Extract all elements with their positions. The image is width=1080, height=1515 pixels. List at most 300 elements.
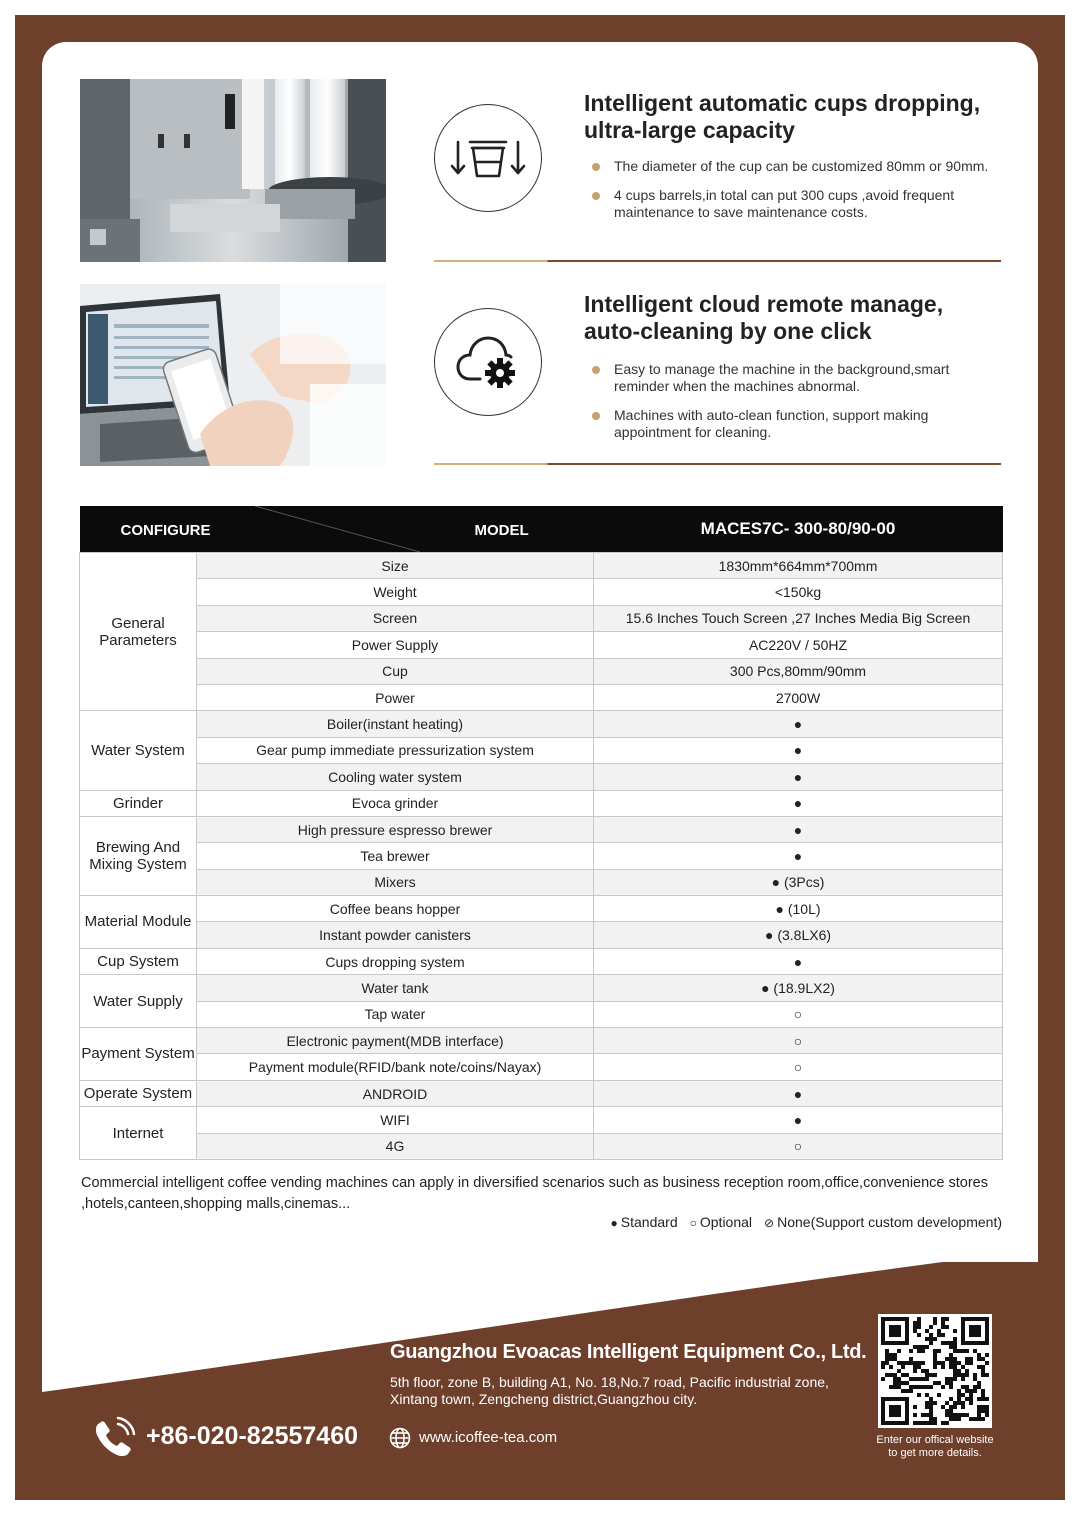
qr-module [925,1377,929,1381]
qr-finder [889,1325,901,1337]
qr-module [965,1361,969,1365]
qr-module [985,1397,989,1401]
qr-module [961,1365,965,1369]
value-cell: ● [594,711,1003,737]
qr-module [977,1385,981,1389]
qr-module [889,1385,893,1389]
qr-module [977,1397,981,1401]
qr-module [945,1325,949,1329]
qr-module [937,1349,941,1353]
qr-module [953,1345,957,1349]
item-cell: Instant powder canisters [197,922,594,948]
qr-module [933,1421,937,1425]
qr-module [969,1389,973,1393]
qr-module [929,1401,933,1405]
qr-module [945,1317,949,1321]
qr-module [901,1361,905,1365]
feature-2-divider [434,463,1001,465]
qr-module [945,1377,949,1381]
spec-table-header [80,506,1003,553]
qr-module [937,1393,941,1397]
qr-module [909,1385,913,1389]
table-row [80,975,1003,1001]
qr-code[interactable] [878,1314,992,1428]
qr-module [917,1421,921,1425]
feature-1-bullets [590,158,1010,233]
qr-module [925,1329,929,1333]
qr-caption-line-2: to get more details. [888,1447,982,1459]
feature-1-divider [434,260,1001,262]
qr-module [901,1389,905,1393]
qr-module [981,1405,985,1409]
qr-module [905,1389,909,1393]
qr-module [917,1345,921,1349]
address-line-1: 5th floor, zone B, building A1, No. 18,No.7 road, Pacific industrial zone, [390,1374,829,1390]
qr-module [949,1405,953,1409]
qr-module [925,1373,929,1377]
none-symbol: ⊘ [764,1216,775,1230]
qr-module [945,1357,949,1361]
qr-module [981,1357,985,1361]
value-cell: ● [594,1080,1003,1106]
qr-module [929,1373,933,1377]
qr-module [961,1393,965,1397]
qr-module [921,1377,925,1381]
standard-symbol: ● [610,1216,618,1230]
qr-module [889,1357,893,1361]
feature-1-bullet-1: The diameter of the cup can be customized 80mm or 90mm. [590,158,1010,175]
qr-module [941,1405,945,1409]
qr-module [933,1417,937,1421]
feature-2-bullets [590,361,990,453]
qr-module [957,1401,961,1405]
qr-module [909,1357,913,1361]
spec-table-body [80,553,1003,1160]
qr-finder [969,1325,981,1337]
globe-icon [389,1427,411,1449]
qr-module [917,1385,921,1389]
qr-module [945,1409,949,1413]
qr-module [933,1357,937,1361]
qr-module [933,1349,937,1353]
qr-module [977,1409,981,1413]
feature-2-title [584,291,943,345]
qr-module [881,1365,885,1369]
qr-module [985,1353,989,1357]
item-cell: High pressure espresso brewer [197,816,594,842]
qr-module [925,1337,929,1341]
qr-module [929,1421,933,1425]
qr-module [953,1417,957,1421]
qr-module [905,1373,909,1377]
qr-module [949,1381,953,1385]
qr-module [949,1353,953,1357]
category-cell: Grinder [80,790,197,816]
feature-1-bullet-2: 4 cups barrels,in total can put 300 cups ,avoid frequent maintenance to save maintenance costs. [590,187,1010,221]
qr-module [953,1373,957,1377]
qr-module [933,1401,937,1405]
qr-module [965,1385,969,1389]
table-row [80,684,1003,710]
qr-module [961,1349,965,1353]
qr-module [893,1381,897,1385]
qr-module [913,1361,917,1365]
value-cell: 1830mm*664mm*700mm [594,553,1003,579]
qr-module [925,1421,929,1425]
table-row [80,922,1003,948]
qr-module [893,1377,897,1381]
qr-module [957,1369,961,1373]
qr-module [981,1397,985,1401]
qr-module [929,1413,933,1417]
qr-module [893,1385,897,1389]
item-cell: 4G [197,1133,594,1159]
qr-module [981,1365,985,1369]
feature-2-bullet-2: Machines with auto-clean function, support making appointment for cleaning. [590,407,990,441]
item-cell: Power Supply [197,632,594,658]
table-row [80,869,1003,895]
table-row [80,790,1003,816]
value-cell: ● (3.8LX6) [594,922,1003,948]
value-cell: ● [594,816,1003,842]
qr-module [913,1329,917,1333]
qr-module [941,1385,945,1389]
qr-module [981,1393,985,1397]
qr-module [913,1421,917,1425]
qr-module [885,1373,889,1377]
qr-module [917,1317,921,1321]
qr-module [917,1365,921,1369]
qr-module [885,1349,889,1353]
qr-module [913,1377,917,1381]
value-cell: ● [594,1107,1003,1133]
table-row [80,764,1003,790]
qr-module [889,1373,893,1377]
qr-module [913,1325,917,1329]
table-row [80,1028,1003,1054]
qr-module [913,1405,917,1409]
qr-module [929,1385,933,1389]
qr-module [949,1361,953,1365]
qr-module [981,1373,985,1377]
feature-1-title [584,90,980,144]
qr-module [913,1345,917,1349]
qr-module [953,1361,957,1365]
qr-module [913,1413,917,1417]
cloud-gear-glyph [456,335,520,389]
table-row [80,579,1003,605]
qr-module [949,1397,953,1401]
qr-module [965,1357,969,1361]
qr-module [957,1349,961,1353]
qr-module [921,1345,925,1349]
table-row [80,658,1003,684]
header-configure: CONFIGURE [120,522,211,539]
table-row [80,843,1003,869]
table-row [80,948,1003,974]
qr-module [917,1333,921,1337]
qr-module [965,1397,969,1401]
qr-module [953,1341,957,1345]
phone-icon [92,1416,136,1460]
qr-module [933,1337,937,1341]
item-cell: Evoca grinder [197,790,594,816]
qr-module [881,1377,885,1381]
value-cell: AC220V / 50HZ [594,632,1003,658]
qr-module [921,1349,925,1353]
category-cell: Internet [80,1107,197,1160]
value-cell: ● [594,843,1003,869]
qr-code-pattern [878,1314,992,1428]
value-cell: ○ [594,1001,1003,1027]
value-cell: ● [594,764,1003,790]
qr-module [941,1317,945,1321]
qr-module [929,1337,933,1341]
qr-module [949,1417,953,1421]
qr-module [965,1373,969,1377]
table-row [80,632,1003,658]
qr-module [985,1373,989,1377]
qr-module [977,1413,981,1417]
qr-module [949,1377,953,1381]
phone-number-link[interactable]: +86-020-82557460 [146,1422,358,1450]
qr-module [933,1381,937,1385]
qr-module [973,1373,977,1377]
qr-module [945,1421,949,1425]
qr-caption [858,1434,1012,1460]
qr-module [969,1401,973,1405]
category-cell: Brewing And Mixing System [80,816,197,895]
item-cell: Mixers [197,869,594,895]
qr-module [965,1369,969,1373]
qr-module [985,1405,989,1409]
value-cell: ● (18.9LX2) [594,975,1003,1001]
qr-module [953,1337,957,1341]
cup-drop-glyph [450,136,526,180]
qr-module [977,1365,981,1369]
qr-module [965,1349,969,1353]
qr-module [961,1377,965,1381]
qr-module [945,1401,949,1405]
value-cell: 300 Pcs,80mm/90mm [594,658,1003,684]
qr-module [973,1389,977,1393]
category-cell: Operate System [80,1080,197,1106]
legend-standard [611,1214,678,1230]
qr-module [913,1321,917,1325]
optional-symbol: ○ [689,1216,697,1230]
address-line-2: Xintang town, Zengcheng district,Guangzhou city. [390,1391,698,1407]
qr-module [893,1353,897,1357]
table-row [80,1107,1003,1133]
qr-module [961,1413,965,1417]
qr-module [945,1341,949,1345]
qr-module [953,1377,957,1381]
configure-model-header [80,506,594,553]
category-cell: Cup System [80,948,197,974]
qr-module [985,1361,989,1365]
item-cell: Tap water [197,1001,594,1027]
qr-module [941,1365,945,1369]
qr-module [885,1353,889,1357]
website-link[interactable]: www.icoffee-tea.com [419,1429,558,1446]
qr-module [953,1365,957,1369]
qr-module [961,1385,965,1389]
qr-module [957,1413,961,1417]
value-cell: ● [594,948,1003,974]
qr-module [941,1421,945,1425]
category-cell: Payment System [80,1028,197,1081]
cup-dispenser-illustration [80,79,386,262]
item-cell: Coffee beans hopper [197,896,594,922]
value-cell: ○ [594,1054,1003,1080]
cup-drop-icon [434,104,542,212]
laptop-phone-illustration [80,284,386,466]
category-cell: Water System [80,711,197,790]
feature-2-title-line2: auto-cleaning by one click [584,318,872,344]
qr-module [921,1361,925,1365]
qr-module [953,1369,957,1373]
item-cell: Cup [197,658,594,684]
qr-module [949,1345,953,1349]
qr-module [881,1361,885,1365]
qr-module [937,1361,941,1365]
table-row [80,553,1003,579]
qr-module [957,1397,961,1401]
item-cell: Water tank [197,975,594,1001]
cup-dispenser-photo [80,79,386,262]
qr-module [897,1381,901,1385]
table-row [80,1133,1003,1159]
qr-module [905,1361,909,1365]
feature-1-title-line1: Intelligent automatic cups dropping, [584,90,981,116]
qr-module [969,1357,973,1361]
qr-module [977,1405,981,1409]
qr-module [949,1365,953,1369]
legend-optional [690,1214,752,1230]
item-cell: ANDROID [197,1080,594,1106]
qr-module [933,1373,937,1377]
item-cell: Gear pump immediate pressurization system [197,737,594,763]
remote-management-photo [80,284,386,466]
qr-module [941,1361,945,1365]
legend-optional-label: Optional [699,1214,753,1230]
qr-module [977,1417,981,1421]
qr-module [925,1393,929,1397]
qr-module [941,1341,945,1345]
table-row [80,816,1003,842]
qr-module [953,1357,957,1361]
qr-module [929,1405,933,1409]
qr-module [933,1321,937,1325]
company-address [390,1374,829,1408]
qr-module [929,1333,933,1337]
qr-module [977,1357,981,1361]
qr-module [901,1373,905,1377]
item-cell: Cups dropping system [197,948,594,974]
table-row [80,1054,1003,1080]
qr-module [973,1349,977,1353]
qr-module [953,1401,957,1405]
item-cell: Cooling water system [197,764,594,790]
qr-module [925,1369,929,1373]
qr-module [909,1349,913,1353]
header-model-value: MACES7C- 300-80/90-00 [594,506,1003,553]
qr-module [925,1401,929,1405]
qr-module [897,1377,901,1381]
qr-module [925,1413,929,1417]
qr-module [917,1349,921,1353]
qr-module [961,1401,965,1405]
qr-module [977,1353,981,1357]
qr-module [957,1393,961,1397]
qr-module [981,1417,985,1421]
usage-note: Commercial intelligent coffee vending machines can apply in diversified scenarios such as business reception room,office,convenience stores ,hotels,canteen,shopping malls,cinemas... [81,1175,989,1212]
qr-module [933,1353,937,1357]
qr-module [973,1377,977,1381]
qr-module [949,1357,953,1361]
qr-module [901,1381,905,1385]
table-row [80,737,1003,763]
qr-module [901,1365,905,1369]
header-model: MODEL [474,522,529,539]
qr-module [965,1389,969,1393]
qr-module [921,1413,925,1417]
qr-module [941,1325,945,1329]
qr-module [957,1417,961,1421]
table-row [80,1080,1003,1106]
qr-caption-line-1: Enter our offical website [876,1434,994,1446]
item-cell: Electronic payment(MDB interface) [197,1028,594,1054]
qr-module [893,1373,897,1377]
qr-module [945,1381,949,1385]
qr-module [985,1409,989,1413]
qr-module [917,1393,921,1397]
qr-module [973,1385,977,1389]
qr-module [925,1405,929,1409]
qr-module [937,1329,941,1333]
qr-module [961,1405,965,1409]
qr-module [941,1333,945,1337]
category-cell: Water Supply [80,975,197,1028]
table-row [80,605,1003,631]
qr-module [921,1421,925,1425]
item-cell: Size [197,553,594,579]
qr-module [981,1409,985,1413]
qr-module [953,1349,957,1353]
feature-2-title-line1: Intelligent cloud remote manage, [584,291,944,317]
qr-module [961,1373,965,1377]
value-cell: ○ [594,1133,1003,1159]
qr-module [909,1361,913,1365]
qr-module [897,1361,901,1365]
company-name: Guangzhou Evoacas Intelligent Equipment Co., Ltd. [390,1341,867,1363]
qr-module [913,1369,917,1373]
qr-module [909,1377,913,1381]
qr-module [965,1413,969,1417]
qr-module [929,1325,933,1329]
qr-module [929,1397,933,1401]
qr-module [929,1409,933,1413]
qr-module [945,1413,949,1417]
spec-table [79,506,1003,1160]
qr-module [885,1357,889,1361]
legend-none-label: None(Support custom development) [777,1214,1002,1230]
qr-module [905,1381,909,1385]
value-cell: ● [594,790,1003,816]
qr-module [969,1361,973,1365]
value-cell: ● (3Pcs) [594,869,1003,895]
feature-2-bullet-1: Easy to manage the machine in the background,smart reminder when the machines abnormal. [590,361,990,395]
